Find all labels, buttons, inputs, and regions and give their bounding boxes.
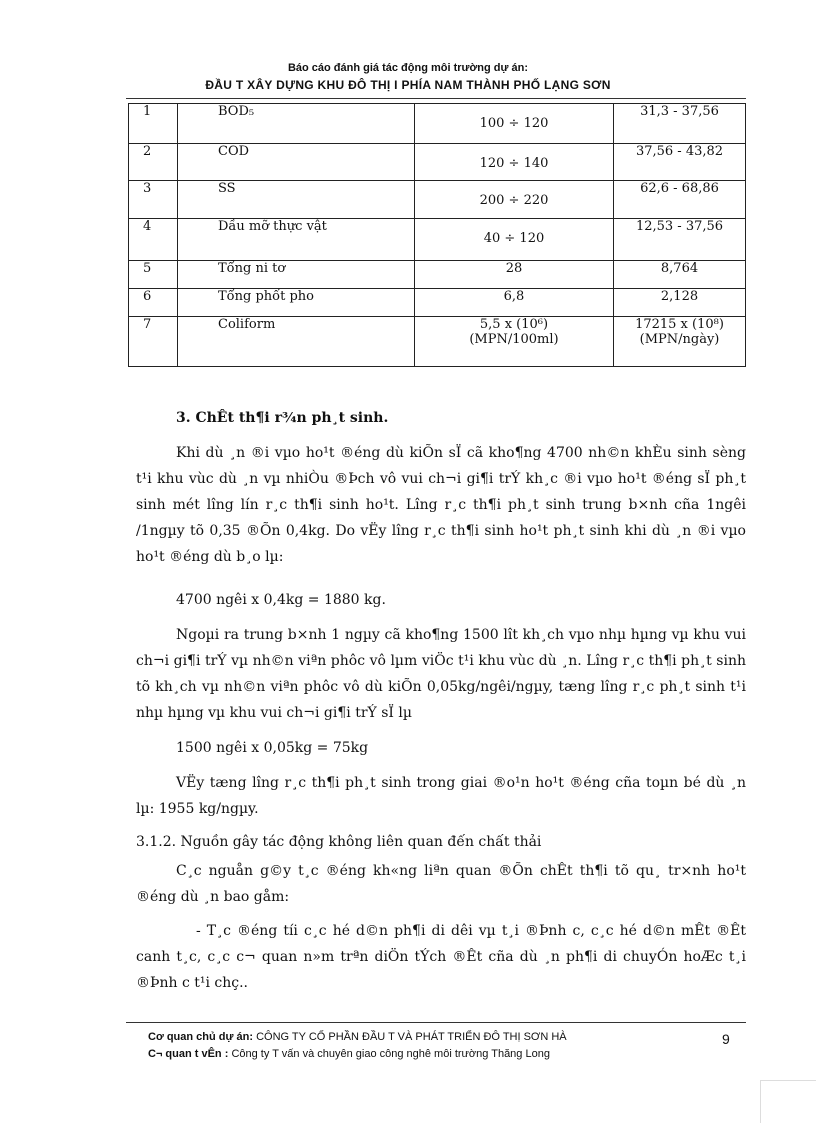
row-number: 2 xyxy=(129,144,178,181)
load: 12,53 - 37,56 xyxy=(614,219,746,261)
table-row xyxy=(129,104,746,144)
footer-consultant-value: Công ty T vấn và chuyên giao công nghê môi trường Thăng Long xyxy=(231,1048,550,1060)
report-header-title: Báo cáo đánh giá tác động môi trường dự án: xyxy=(287,62,529,74)
table-row xyxy=(129,181,746,219)
parameter-name: BOD₅ xyxy=(178,104,415,144)
project-header-title: ĐẦU T XÂY DỰNG KHU ĐÔ THỊ I PHÍA NAM THÀNH PHỐ LẠNG SƠN xyxy=(205,78,611,92)
footer-consultant-label: C¬ quan t vÊn : xyxy=(148,1048,229,1060)
table-row xyxy=(129,261,746,289)
parameter-name: Coliform xyxy=(178,317,415,367)
row-number: 1 xyxy=(129,104,178,144)
row-number: 3 xyxy=(129,181,178,219)
section-3-1-2-title: 3.1.2. Nguồn gây tác động không liên quan đến chất thải xyxy=(136,834,542,850)
load: 31,3 - 37,56 xyxy=(614,104,746,144)
table-row xyxy=(129,219,746,261)
load: 17215 x (10⁸) (MPN/ngày) xyxy=(614,317,746,367)
row-number: 7 xyxy=(129,317,178,367)
table-row xyxy=(129,289,746,317)
parameter-name: Dầu mỡ thực vật xyxy=(178,219,415,261)
concentration: 120 ÷ 140 xyxy=(415,144,614,181)
header-divider xyxy=(126,98,746,99)
calculation-residents: 4700 ngêi x 0,4kg = 1880 kg. xyxy=(176,592,386,608)
footer-consultant xyxy=(148,1048,550,1060)
load: 37,56 - 43,82 xyxy=(614,144,746,181)
concentration: 6,8 xyxy=(415,289,614,317)
paragraph-total-waste: VËy tæng lîng r¸c th¶i ph¸t sinh trong giai ®o¹n ho¹t ®éng cña toµn bé dù ¸n lµ: 1955 kg/ngµy. xyxy=(136,775,746,817)
paragraph-solid-waste-residents: Khi dù ¸n ®i vµo ho¹t ®éng dù kiÕn sÏ cã kho¶ng 4700 nh©n khÈu sinh sèng t¹i khu vùc dù ¸n vµ nhiÒu ®Þch vô vui ch¬i gi¶i trÝ kh¸c ®i vµo ho¹t ®éng sÏ ph¸t sinh mét lîng lín r¸c th¶i sinh ho¹t. Lîng r¸c th¶i ph¸t sinh trung b×nh cña 1ngêi /1ngµy tõ 0,35 ®Õn 0,4kg. Do vËy lîng r¸c th¶i sinh ho¹t ph¸t sinh khi dù ¸n ®i vµo ho¹t ®éng dù b¸o lµ: xyxy=(136,445,746,565)
footer-owner-value: CÔNG TY CỔ PHẦN ĐẦU T VÀ PHÁT TRIỂN ĐÔ THỊ SƠN HÀ xyxy=(256,1031,567,1043)
footer-divider xyxy=(126,1022,746,1023)
row-number: 4 xyxy=(129,219,178,261)
concentration: 28 xyxy=(415,261,614,289)
table-row xyxy=(129,144,746,181)
paragraph-non-waste-sources: C¸c nguån g©y t¸c ®éng kh«ng liªn quan ®Õn chÊt th¶i tõ qu¸ tr×nh ho¹t ®éng dù ¸n bao gåm: xyxy=(136,863,746,905)
load: 62,6 - 68,86 xyxy=(614,181,746,219)
table-row xyxy=(129,317,746,367)
parameter-name: Tổng phốt pho xyxy=(178,289,415,317)
paragraph-resettlement-impact: - T¸c ®éng tíi c¸c hé d©n ph¶i di dêi vµ t¸i ®Þnh c, c¸c hé d©n mÊt ®Êt canh t¸c, c¸c c¬ quan n»m trªn diÖn tÝch ®Êt cña dù ¸n ph¶i di chuyÓn hoÆc t¸i ®Þnh c t¹i chç.. xyxy=(136,923,746,991)
pollutant-table xyxy=(128,103,746,367)
page-corner-mark xyxy=(760,1080,816,1081)
paragraph-solid-waste-visitors: Ngoµi ra trung b×nh 1 ngµy cã kho¶ng 1500 lît kh¸ch vµo nhµ hµng vµ khu vui ch¬i gi¶i trÝ vµ nh©n viªn phôc vô lµm viÖc t¹i khu vùc dù ¸n. Lîng r¸c th¶i ph¸t sinh tõ kh¸ch vµ nh©n viªn phôc vô dù kiÕn 0,05kg/ngêi/ngµy, tæng lîng r¸c ph¸t sinh t¹i nhµ hµng vµ khu vui ch¬i gi¶i trÝ sÏ lµ xyxy=(136,627,746,721)
load: 8,764 xyxy=(614,261,746,289)
parameter-name: SS xyxy=(178,181,415,219)
footer-owner-label: Cơ quan chủ dự án: xyxy=(148,1031,254,1043)
footer-owner xyxy=(148,1031,567,1043)
parameter-name: COD xyxy=(178,144,415,181)
concentration: 100 ÷ 120 xyxy=(415,104,614,144)
page-number: 9 xyxy=(722,1031,730,1047)
section-3-title: 3. ChÊt th¶i r¾n ph¸t sinh. xyxy=(176,410,389,426)
row-number: 5 xyxy=(129,261,178,289)
row-number: 6 xyxy=(129,289,178,317)
parameter-name: Tổng ni tơ xyxy=(178,261,415,289)
page-corner-mark xyxy=(760,1080,761,1123)
calculation-visitors: 1500 ngêi x 0,05kg = 75kg xyxy=(176,740,369,756)
concentration: 5,5 x (10⁶) (MPN/100ml) xyxy=(415,317,614,367)
concentration: 40 ÷ 120 xyxy=(415,219,614,261)
concentration: 200 ÷ 220 xyxy=(415,181,614,219)
load: 2,128 xyxy=(614,289,746,317)
